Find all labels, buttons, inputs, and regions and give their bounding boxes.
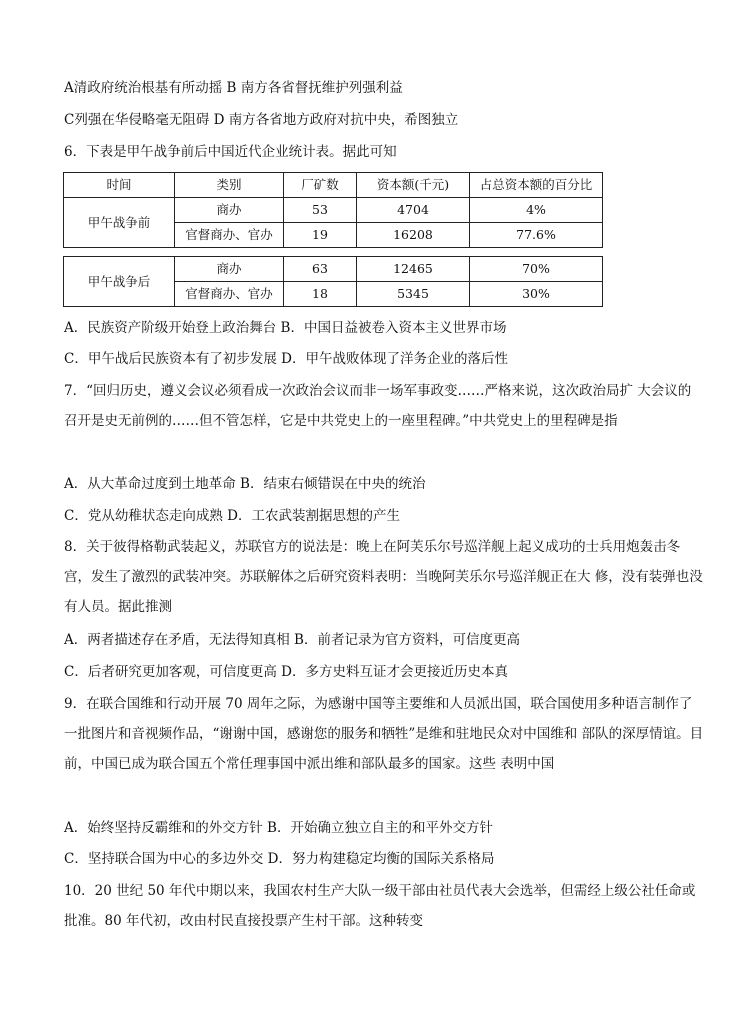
table-cell: 5345 [357,282,470,307]
q6-option-cd: C．甲午战后民族资本有了初步发展 D．甲午战败体现了洋务企业的落后性 [64,351,508,367]
table-cell: 4704 [357,198,470,223]
q6-stem: 6．下表是甲午战争前后中国近代企业统计表。据此可知 [64,144,397,160]
table-cell: 18 [284,282,357,307]
header-time: 时间 [64,173,175,198]
header-percentage: 占总资本额的百分比 [470,173,603,198]
q9-option-ab: A．始终坚持反霸维和的外交方针 B．开始确立独立自主的和平外交方针 [64,820,493,836]
table-cell: 19 [284,223,357,248]
table-cell: 30% [470,282,603,307]
table-cell: 官督商办、官办 [175,282,284,307]
table-cell: 70% [470,257,603,282]
q5-option-cd: C列强在华侵略毫无阻碍 D 南方各省地方政府对抗中央，希图独立 [64,112,459,128]
stats-table-before [63,172,603,248]
header-capital: 资本额(千元) [357,173,470,198]
period-after: 甲午战争后 [64,257,175,307]
q6-option-ab: A．民族资产阶级开始登上政治舞台 B．中国日益被卷入资本主义世界市场 [64,320,507,336]
q9-option-cd: C．坚持联合国为中心的多边外交 D．努力构建稳定均衡的国际关系格局 [64,851,495,867]
table-cell: 16208 [357,223,470,248]
table-cell: 77.6% [470,223,603,248]
q9-stem: 9．在联合国维和行动开展 70 周年之际，为感谢中国等主要维和人员派出国，联合国使用多种语言制作了一批图片和音视频作品，“谢谢中国，感谢您的服务和牺牲”是维和驻地民众对中国维和 部队的深厚情谊。目前，中国已成为联合国五个常任理事国中派出维和部队最多的国家。这些 表明中国 [64,696,704,772]
period-before: 甲午战争前 [64,198,175,248]
q10-stem: 10．20 世纪 50 年代中期以来，我国农村生产大队一级干部由社员代表大会选举，但需经上级公社任命或批准。80 年代初，改由村民直接投票产生村干部。这种转变 [64,883,696,929]
stats-table-after [63,256,603,307]
table-cell: 4% [470,198,603,223]
q8-option-cd: C．后者研究更加客观，可信度更高 D．多方史料互证才会更接近历史本真 [64,664,508,680]
table-cell: 官督商办、官办 [175,223,284,248]
table-cell: 63 [284,257,357,282]
header-count: 厂矿数 [284,173,357,198]
q7-stem: 7．“回归历史，遵义会议必须看成一次政治会议而非一场军事政变……严格来说，这次政治局扩 大会议的召开是史无前例的……但不管怎样，它是中共党史上的一座里程碑。”中共党史上的里程碑是指 [64,383,692,429]
q7-option-cd: C．党从幼稚状态走向成熟 D．工农武装割据思想的产生 [64,508,400,524]
q7-option-ab: A．从大革命过度到土地革命 B．结束右倾错误在中央的统治 [64,476,426,492]
q5-option-ab: A清政府统治根基有所动摇 B 南方各省督抚维护列强利益 [64,80,403,96]
q8-option-ab: A．两者描述存在矛盾，无法得知真相 B．前者记录为官方资料，可信度更高 [64,632,520,648]
table-cell: 53 [284,198,357,223]
table-cell: 商办 [175,257,284,282]
table-cell: 12465 [357,257,470,282]
header-category: 类别 [175,173,284,198]
q8-stem: 8．关于彼得格勒武装起义，苏联官方的说法是：晚上在阿芙乐尔号巡洋舰上起义成功的士兵用炮轰击冬宫，发生了激烈的武装冲突。苏联解体之后研究资料表明：当晚阿芙乐尔号巡洋舰正在大 修，没有装弹也没有人员。据此推测 [64,539,703,615]
table-cell: 商办 [175,198,284,223]
